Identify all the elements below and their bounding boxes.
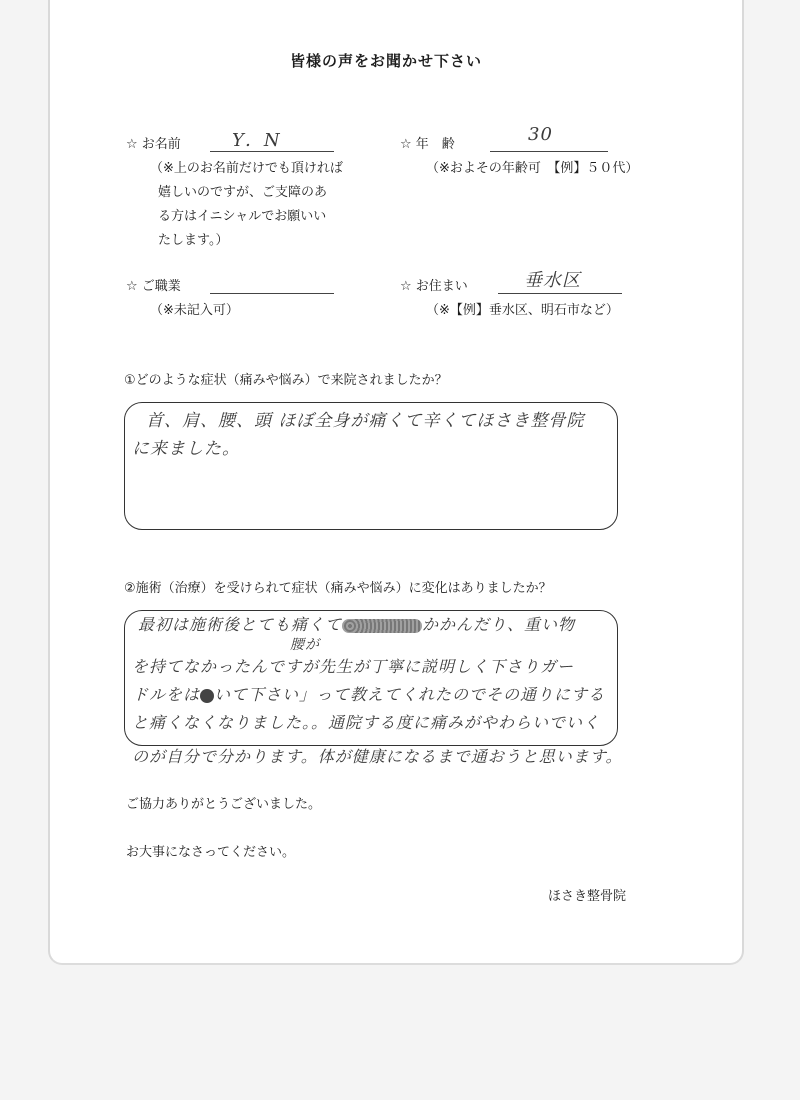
clinic-name: ほさき整骨院 bbox=[548, 889, 627, 904]
job-note: （※未記入可） bbox=[150, 303, 239, 318]
address-value: 垂水区 bbox=[524, 270, 581, 291]
answer-2-line-3 bbox=[132, 682, 605, 705]
question-2: ②施術（治療）を受けられて症状（痛みや悩み）に変化はありましたか？ bbox=[124, 581, 552, 596]
thanks-text: ご協力ありがとうございました。 bbox=[126, 797, 322, 812]
answer-2-line-1a: 最初は施術後とても痛くて bbox=[138, 615, 343, 634]
answer-2-insert: 腰が bbox=[290, 637, 320, 653]
name-note-line-4: たします。） bbox=[158, 233, 229, 248]
take-care-text: お大事になさってください。 bbox=[126, 845, 296, 860]
crossed-out-scribble bbox=[342, 619, 422, 633]
answer-2-line-1 bbox=[138, 612, 575, 635]
job-underline bbox=[210, 293, 334, 294]
answer-1-line-2: に来ました。 bbox=[132, 439, 240, 459]
name-note-line-3: る方はイニシャルでお願いい bbox=[158, 209, 327, 224]
form-title: 皆様の声をお聞かせ下さい bbox=[290, 52, 483, 70]
address-label: ☆ お住まい bbox=[400, 279, 468, 294]
answer-2-line-3b: いて下さい」って教えてくれたのでその通りにする bbox=[214, 685, 606, 704]
answer-2-line-5: のが自分で分かります。体が健康になるまで通おうと思います。 bbox=[132, 747, 623, 766]
age-note: （※およその年齢可 【例】５０代） bbox=[426, 161, 639, 176]
name-note-line-2: 嬉しいのですが、ご支障のあ bbox=[158, 185, 328, 200]
address-underline bbox=[498, 293, 622, 294]
address-note: （※【例】垂水区、明石市など） bbox=[426, 303, 619, 318]
job-label: ☆ ご職業 bbox=[126, 279, 181, 294]
age-value: 30 bbox=[528, 124, 553, 145]
answer-2-line-1b: かかんだり、重い物 bbox=[422, 615, 576, 634]
answer-2-line-3a: ドルをは bbox=[132, 685, 201, 704]
name-label: ☆ お名前 bbox=[126, 137, 181, 152]
answer-2-line-4: と痛くなくなりました。。通院する度に痛みがやわらいでいく bbox=[132, 713, 601, 732]
age-underline bbox=[490, 151, 608, 152]
answer-2-line-2: を持てなかったんですが先生が丁寧に説明しく下さりガー bbox=[132, 657, 575, 676]
name-value: Y．N bbox=[232, 130, 281, 151]
ink-blot bbox=[200, 689, 214, 703]
name-note-line-1: （※上のお名前だけでも頂ければ bbox=[150, 161, 343, 176]
answer-1-line-1: 首、肩、腰、頭 ほぼ全身が痛くて辛くてほさき整骨院 bbox=[146, 411, 585, 431]
question-1: ①どのような症状（痛みや悩み）で来院されましたか？ bbox=[124, 373, 448, 388]
age-label: ☆ 年 齢 bbox=[400, 137, 455, 152]
